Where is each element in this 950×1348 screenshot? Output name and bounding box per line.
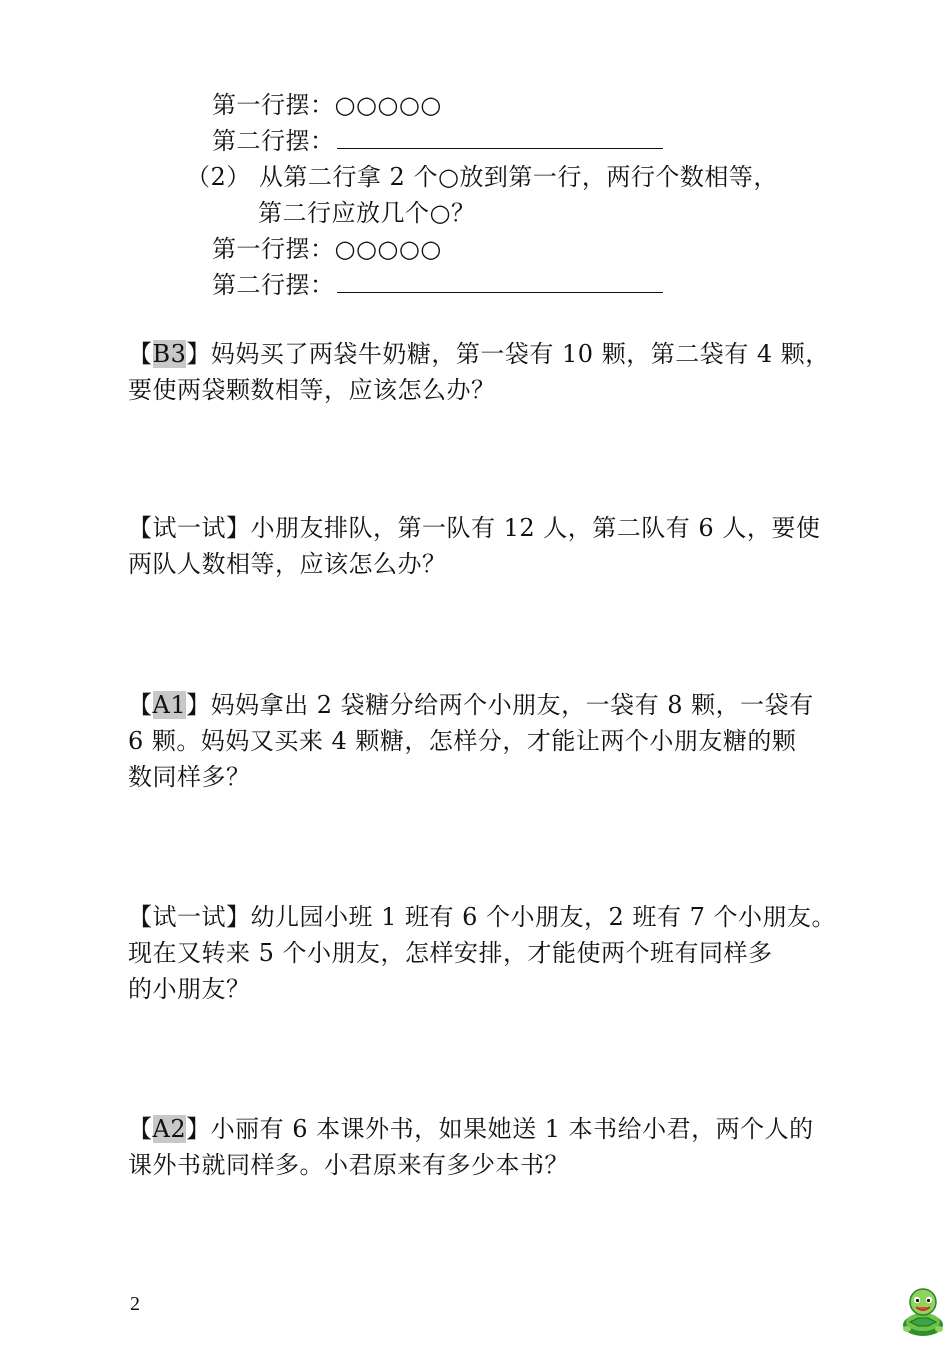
- problem-line: [128, 513, 820, 543]
- page-number: 2: [130, 1293, 140, 1315]
- problem-tag: 试一试: [152, 514, 226, 542]
- tag-open: 【: [128, 903, 153, 931]
- tag-close: 】: [186, 340, 211, 368]
- problem-text: 数同样多？: [128, 763, 251, 791]
- problem-tag: B3: [152, 340, 187, 368]
- turtle-mascot-icon: [900, 1285, 946, 1339]
- tag-open: 【: [128, 1115, 153, 1143]
- problem-text: 妈妈拿出 2 袋糖分给两个小朋友，一袋有 8 颗，一袋有: [210, 691, 814, 719]
- problem-line: [128, 375, 496, 405]
- row-2-line: [212, 126, 663, 156]
- circles: ○○○○○: [334, 235, 442, 263]
- row-label: 第二行摆：: [212, 271, 335, 299]
- row-3-line: [212, 234, 442, 264]
- problem-text: 6 颗。妈妈又买来 4 颗糖，怎样分，才能让两个小朋友糖的颗: [128, 727, 797, 755]
- problem-text: 两队人数相等，应该怎么办？: [128, 550, 447, 578]
- question-text: 从第二行拿 2 个○放到第一行，两行个数相等，: [258, 163, 778, 191]
- question-number: （2）: [186, 163, 251, 191]
- question-text: 第二行应放几个○？: [258, 199, 476, 227]
- tag-open: 【: [128, 514, 153, 542]
- row-1-line: [212, 90, 442, 120]
- row-label: 第一行摆：: [212, 235, 335, 263]
- problem-line: [128, 902, 836, 932]
- problem-text: 现在又转来 5 个小朋友，怎样安排，才能使两个班有同样多: [128, 939, 773, 967]
- problem-line: [128, 1150, 569, 1180]
- problem-line: [128, 1114, 814, 1144]
- tag-close: 】: [186, 1115, 211, 1143]
- tag-close: 】: [186, 691, 211, 719]
- problem-line: [128, 549, 447, 579]
- problem-tag: 试一试: [152, 903, 226, 931]
- question-2-line: [186, 162, 778, 192]
- problem-tag: A2: [152, 1115, 187, 1143]
- problem-text: 的小朋友？: [128, 975, 251, 1003]
- row-4-line: [212, 270, 663, 300]
- problem-text: 小朋友排队，第一队有 12 人，第二队有 6 人，要使: [250, 514, 821, 542]
- problem-line: [128, 974, 251, 1004]
- problem-line: [128, 726, 796, 756]
- problem-tag: A1: [152, 691, 187, 719]
- problem-text: 妈妈买了两袋牛奶糖，第一袋有 10 颗，第二袋有 4 颗，: [210, 340, 830, 368]
- problem-line: [128, 690, 814, 720]
- problem-line: [128, 339, 830, 369]
- question-2-line-2: [258, 198, 475, 228]
- problem-text: 幼儿园小班 1 班有 6 个小朋友，2 班有 7 个小朋友。: [250, 903, 836, 931]
- answer-blank[interactable]: [337, 270, 663, 293]
- problem-text: 小丽有 6 本课外书，如果她送 1 本书给小君，两个人的: [210, 1115, 814, 1143]
- circles: ○○○○○: [334, 91, 442, 119]
- row-label: 第二行摆：: [212, 127, 335, 155]
- answer-blank[interactable]: [337, 126, 663, 149]
- tag-close: 】: [226, 514, 251, 542]
- problem-text: 课外书就同样多。小君原来有多少本书？: [128, 1151, 569, 1179]
- tag-open: 【: [128, 691, 153, 719]
- problem-line: [128, 938, 773, 968]
- problem-text: 要使两袋颗数相等，应该怎么办？: [128, 376, 496, 404]
- row-label: 第一行摆：: [212, 91, 335, 119]
- tag-open: 【: [128, 340, 153, 368]
- problem-line: [128, 762, 251, 792]
- tag-close: 】: [226, 903, 251, 931]
